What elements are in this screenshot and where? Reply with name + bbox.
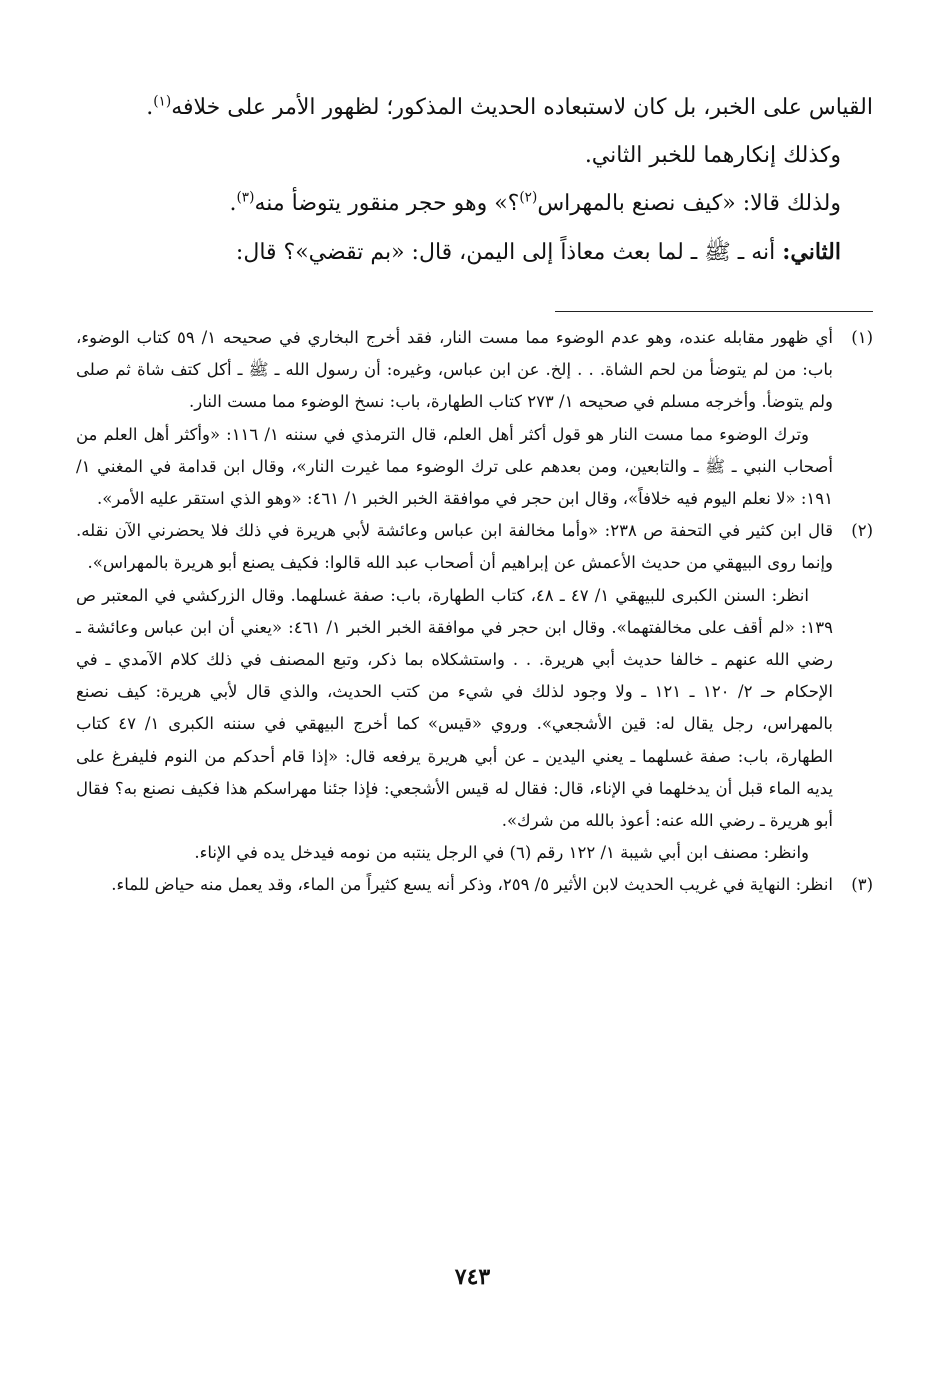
footnotes xyxy=(76,322,873,902)
main-paragraph-4 xyxy=(76,228,873,277)
footnote-ref-1[interactable]: (١) xyxy=(153,93,172,110)
footnote-ref-3[interactable]: (٣) xyxy=(236,189,255,206)
footnote-body xyxy=(76,322,833,515)
main-paragraph-1 xyxy=(76,84,873,132)
footnote-paragraph: وترك الوضوء مما مست النار هو قول أكثر أهل العلم، قال الترمذي في سننه ١/ ١١٦: «وأكثر أهل العلم من أصحاب النبي ـ ﷺ ـ والتابعين، ومن بعدهم على ترك الوضوء مما غيرت النار»، وقال ابن قدامة في المغني ١/ ١٩١: «لا نعلم اليوم فيه خلافاً»، وقال ابن حجر في موافقة الخبر الخبر ١/ ٤٦١: «وهو الذي استقر عليه الأمر». xyxy=(76,424,833,509)
footnote-paragraph: قال ابن كثير في التحفة ص ٢٣٨: «وأما مخالفة ابن عباس وعائشة لأبي هريرة في ذلك فلا يحضرني الآن نقله. وإنما روى البيهقي من حديث الأعمش عن إبراهيم أن أصحاب عبد الله قالوا: فكيف يصنع أبو هريرة بالمهراس». xyxy=(76,521,833,573)
footnote-number: (٢) xyxy=(851,521,873,541)
footnote-body xyxy=(76,515,833,869)
footnote-1 xyxy=(76,322,873,515)
footnote-paragraph: أي ظهور مقابله عنده، وهو عدم الوضوء مما مست النار، فقد أخرج البخاري في صحيحه ١/ ٥٩ كتاب الوضوء، باب: من لم يتوضأ من لحم الشاة. . . إلخ. عن ابن عباس، وغيره: أن رسول الله ـ ﷺ ـ أكل كتف شاة ثم صلى ولم يتوضأ. وأخرجه مسلم في صحيحه ١/ ٢٧٣ كتاب الطهارة، باب: نسخ الوضوء مما مست النار. xyxy=(76,328,833,412)
footnote-ref-2[interactable]: (٢) xyxy=(519,189,538,206)
main-paragraph-4-text: أنه ـ ﷺ ـ لما بعث معاذاً إلى اليمن، قال: «بم تقضي»؟ قال: xyxy=(235,240,783,265)
footnote-separator xyxy=(555,311,873,312)
main-paragraph-3-text-b: ؟» وهو حجر منقور يتوضأ منه xyxy=(254,191,520,216)
footnote-number: (٣) xyxy=(851,875,873,895)
footnote-paragraph: انظر: السنن الكبرى للبيهقي ١/ ٤٧ ـ ٤٨، كتاب الطهارة، باب: صفة غسلهما. وقال الزركشي في المعتبر ص ١٣٩: «لم أقف على مخالفتهما». وقال ابن حجر في موافقة الخبر الخبر ١/ ٤٦١: «يعني أن ابن عباس وعائشة ـ رضي الله عنهم ـ خالفا حديث أبي هريرة. . . واستشكلاه بما ذكر، وتبع المصنف في ذلك كلام الآمدي ـ في الإحكام حـ ٢/ ١٢٠ ـ ١٢١ ـ ولا وجود لذلك في شيء من كتب الحديث، والذي قال لأبي هريرة: كيف نصنع بالمهراس، رجل يقال له: قين الأشجعي». وروي «قيس» كما أخرج البيهقي في سننه الكبرى ١/ ٤٧ كتاب الطهارة، باب: صفة غسلهما ـ يعني اليدين ـ عن أبي هريرة يرفعه قال: «إذا قام أحدكم من النوم فليفرغ على يديه الماء قبل أن يدخلهما في الإناء، قال: فقال له قيس الأشجعي: فإذا جئنا مهراسكم هذا فكيف نصنع به؟ فقال أبو هريرة ـ رضي الله عنه: أعوذ بالله من شرك». xyxy=(76,585,834,831)
main-paragraph-3-text-a: ولذلك قالا: «كيف نصنع بالمهراس xyxy=(537,191,841,216)
footnote-2 xyxy=(76,515,873,869)
footnote-number: (١) xyxy=(851,328,873,347)
footnote-paragraph: وانظر: مصنف ابن أبي شيبة ١/ ١٢٢ رقم (٦) في الرجل ينتبه من نومه فيدخل يده في الإناء. xyxy=(194,843,809,863)
main-paragraph-3-end: . xyxy=(229,191,237,216)
main-text xyxy=(76,84,873,277)
main-paragraph-1-text: القياس على الخبر، بل كان لاستبعاده الحديث المذكور؛ لظهور الأمر على خلافه xyxy=(171,95,873,120)
footnote-body xyxy=(76,869,833,901)
main-paragraph-1-end: . xyxy=(146,95,154,120)
main-paragraph-4-heading: الثاني: xyxy=(782,239,841,265)
main-paragraph-2: وكذلك إنكارهما للخبر الثاني. xyxy=(584,143,841,168)
footnote-3 xyxy=(76,869,873,901)
footnote-paragraph: انظر: النهاية في غريب الحديث لابن الأثير ٥/ ٢٥٩، وذكر أنه يسع كثيراً من الماء، وقد يعمل منه حياض للماء. xyxy=(111,875,833,895)
page-number: ٧٤٣ xyxy=(454,1264,491,1290)
main-paragraph-3 xyxy=(76,180,873,228)
